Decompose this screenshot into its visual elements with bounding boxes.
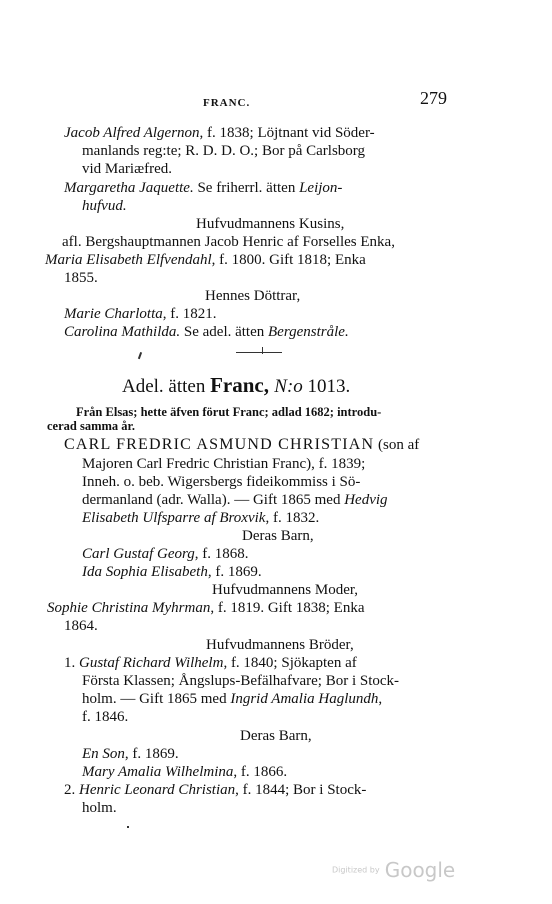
entry-line: 2. Henric Leonard Christian, f. 1844; Bor i Stock- — [64, 782, 367, 798]
entry-line: vid Mariæfred. — [82, 161, 172, 177]
entry-line: Margaretha Jaquette. Se friherrl. ätten Leijon- — [64, 180, 343, 196]
entry-line: Carl Gustaf Georg, f. 1868. — [82, 546, 249, 562]
page-number: 279 — [420, 88, 447, 108]
entry-line: Maria Elisabeth Elfvendahl, f. 1800. Gift 1818; Enka — [45, 252, 366, 268]
entry-line: Carolina Mathilda. Se adel. ätten Bergenstråle. — [64, 324, 349, 340]
section-divider-tick — [262, 347, 263, 354]
entry-line: 1855. — [64, 270, 98, 286]
section-heading: Hennes Döttrar, — [205, 288, 301, 304]
section-heading: Hufvudmannens Kusins, — [196, 216, 345, 232]
entry-line: En Son, f. 1869. — [82, 746, 179, 762]
google-watermark: Digitized by Google — [332, 858, 456, 882]
entry-line: Första Klassen; Ångslups-Befälhafvare; Bor i Stock- — [82, 673, 400, 689]
entry-line: Marie Charlotta, f. 1821. — [64, 306, 217, 322]
entry-line: Ida Sophia Elisabeth, f. 1869. — [82, 564, 262, 580]
entry-line: Inneh. o. beb. Wigersbergs fideikommiss i Sö- — [82, 474, 361, 490]
entry-line: f. 1846. — [82, 709, 129, 725]
entry-line: holm. — [82, 800, 117, 816]
family-note: cerad samma år. — [47, 419, 136, 433]
section-divider — [236, 352, 282, 353]
section-heading: Deras Barn, — [242, 528, 314, 544]
entry-line: Majoren Carl Fredric Christian Franc), f. 1839; — [82, 456, 366, 472]
entry-line: afl. Bergshauptmannen Jacob Henric af Forselles Enka, — [62, 234, 395, 250]
entry-line: Sophie Christina Myhrman, f. 1819. Gift 1838; Enka — [47, 600, 365, 616]
entry-line: 1. Gustaf Richard Wilhelm, f. 1840; Sjökapten af — [64, 655, 357, 671]
entry-line: manlands reg:te; R. D. D. O.; Bor på Carlsborg — [82, 143, 366, 159]
entry-line: Jacob Alfred Algernon, f. 1838; Löjtnant vid Söder- — [64, 125, 375, 141]
entry-line: dermanland (adr. Walla). — Gift 1865 med Hedvig — [82, 492, 388, 508]
entry-line: Mary Amalia Wilhelmina, f. 1866. — [82, 764, 288, 780]
section-heading: Deras Barn, — [240, 728, 312, 744]
head-of-family: CARL FREDRIC ASMUND CHRISTIAN (son af — [64, 436, 420, 453]
entry-line: 1864. — [64, 618, 98, 634]
stray-mark — [138, 352, 142, 359]
entry-line: holm. — Gift 1865 med Ingrid Amalia Haglundh, — [82, 691, 383, 707]
entry-line: Elisabeth Ulfsparre af Broxvik, f. 1832. — [82, 510, 320, 526]
family-note: Från Elsas; hette äfven förut Franc; adlad 1682; introdu- — [76, 405, 382, 419]
section-heading: Hufvudmannens Bröder, — [206, 637, 354, 653]
section-heading: Hufvudmannens Moder, — [212, 582, 359, 598]
stray-mark — [127, 826, 129, 828]
entry-line: hufvud. — [82, 198, 127, 214]
running-title: FRANC. — [203, 97, 251, 109]
family-heading: Adel. ätten Franc, N:o 1013. — [122, 373, 351, 397]
